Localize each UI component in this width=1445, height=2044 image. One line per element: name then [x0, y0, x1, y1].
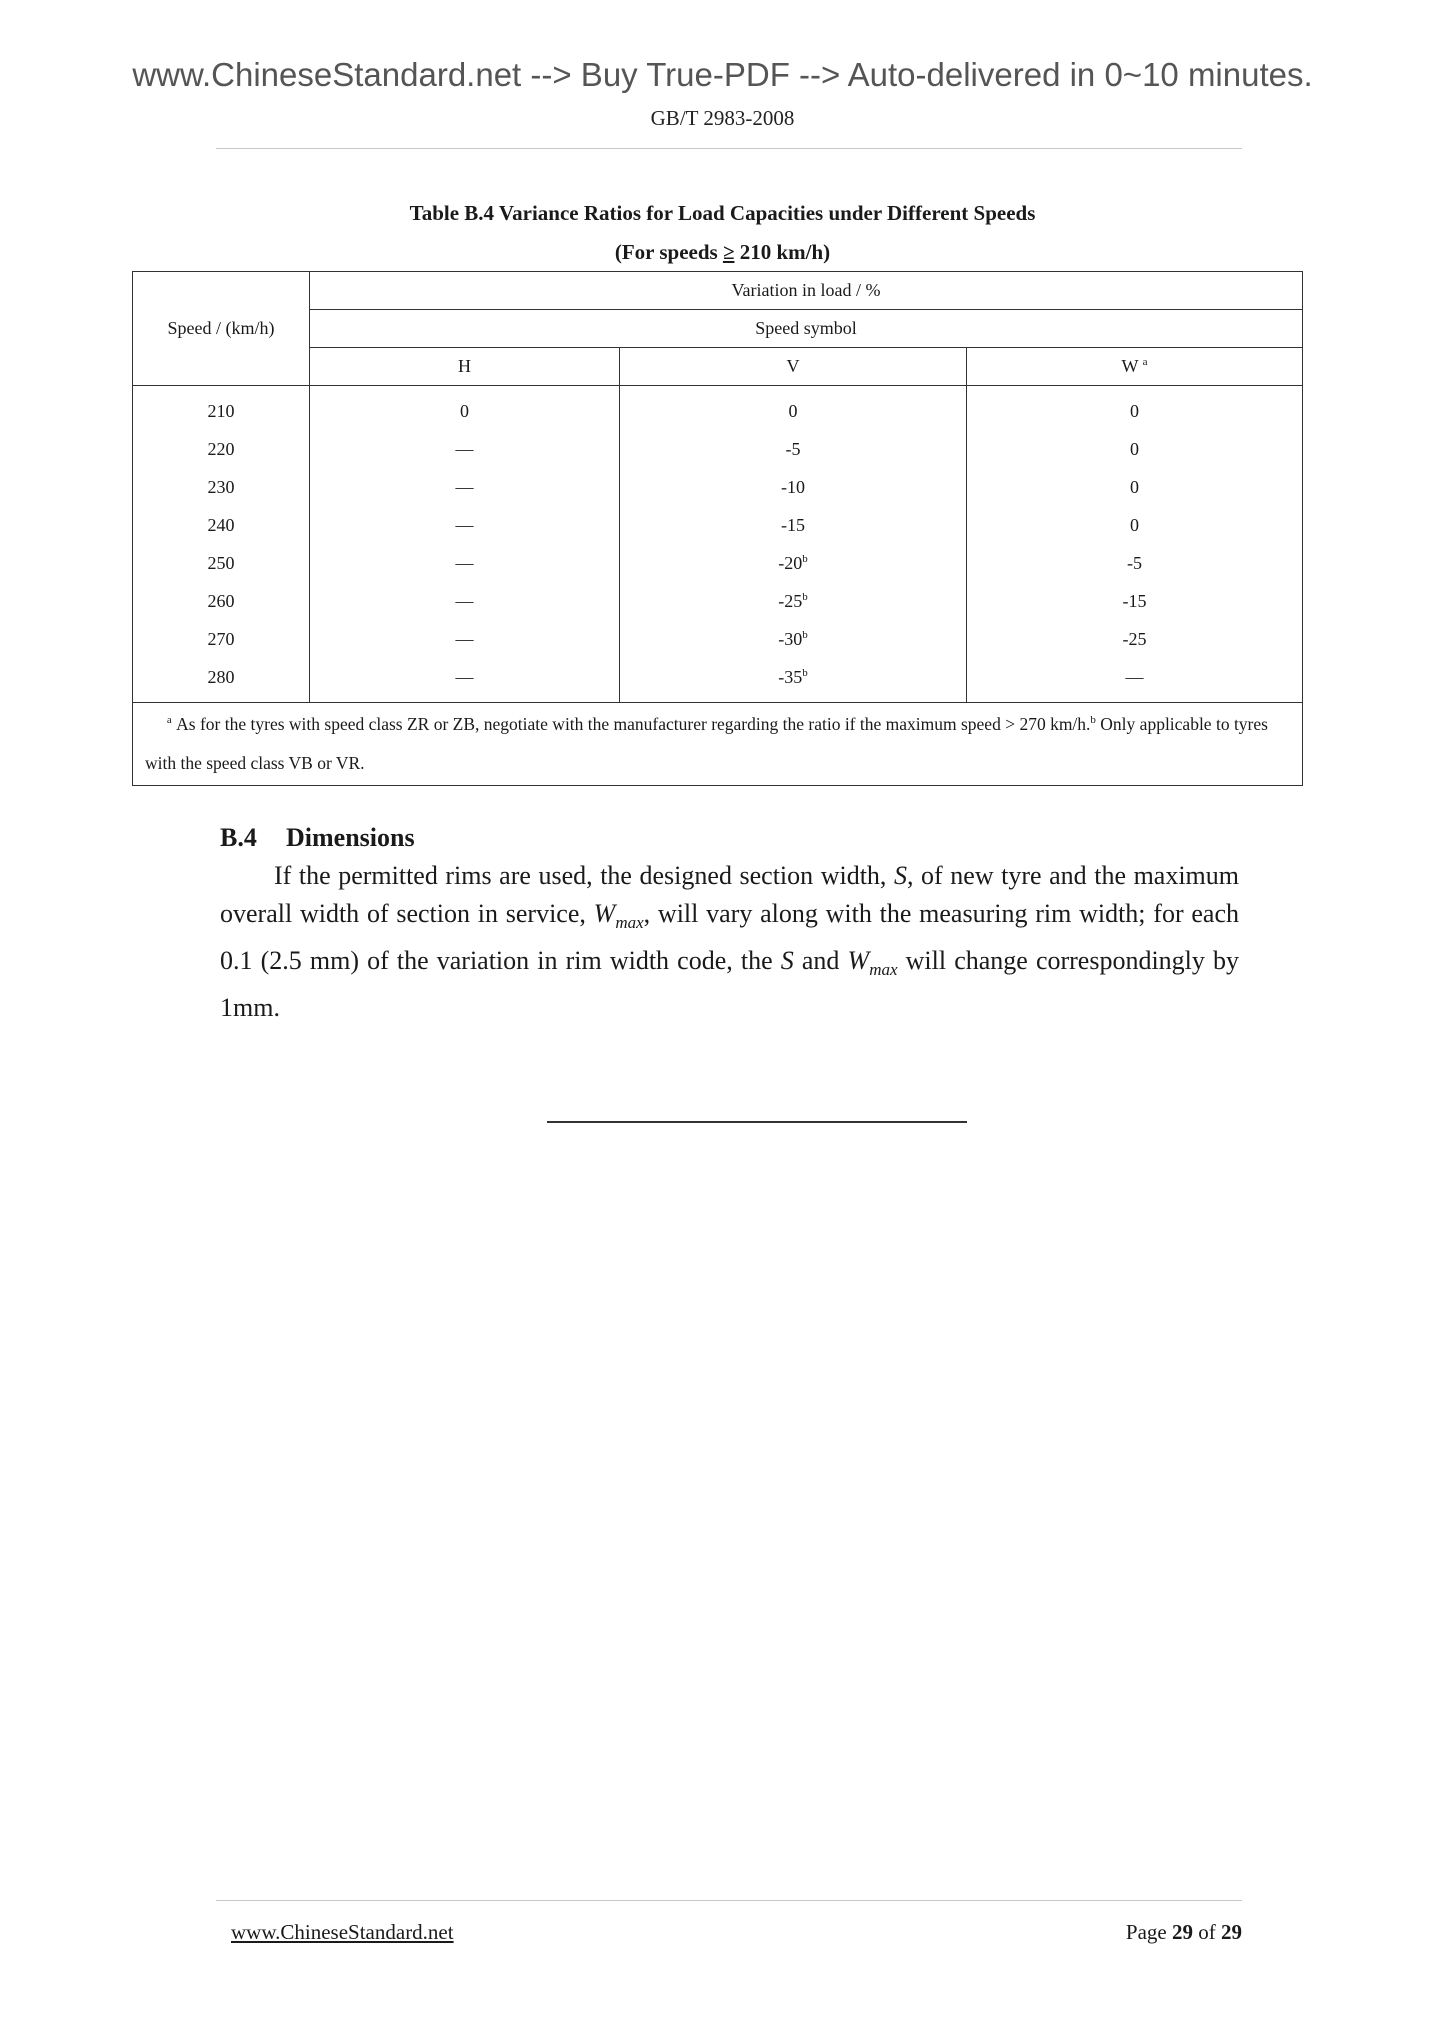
- speed-cell: 270: [133, 620, 310, 658]
- speed-cell: 210: [133, 386, 310, 431]
- footnote-mark-a: a: [1142, 356, 1148, 368]
- footnote-b-mark: b: [1090, 714, 1096, 727]
- table-title: Table B.4 Variance Ratios for Load Capacities under Different Speeds: [409, 201, 1036, 225]
- w-cell: 0: [967, 506, 1303, 544]
- speed-cell: 250: [133, 544, 310, 582]
- speed-cell: 220: [133, 430, 310, 468]
- v-cell: -35$^b$: [620, 658, 967, 703]
- h-cell: —: [310, 544, 620, 582]
- table-row: [133, 468, 1303, 506]
- v-cell: -15: [620, 506, 967, 544]
- variance-table: [132, 271, 1303, 786]
- v-cell: -10: [620, 468, 967, 506]
- subtitle-suffix: 210 km/h): [734, 240, 831, 264]
- footnote-a-text: As for the tyres with speed class ZR or ZB, negotiate with the manufacturer regarding the ratio if the maximum speed > 270 km/h.: [176, 714, 1091, 734]
- section-title: Dimensions: [286, 823, 415, 852]
- table-row: [133, 582, 1303, 620]
- v-cell: -30$^b$: [620, 620, 967, 658]
- end-rule: [547, 1121, 967, 1123]
- speed-symbol-header: Speed symbol: [310, 310, 1303, 348]
- h-cell: —: [310, 430, 620, 468]
- h-cell: —: [310, 468, 620, 506]
- h-cell: —: [310, 620, 620, 658]
- speed-column-header: Speed / (km/h): [133, 272, 310, 386]
- speed-cell: 230: [133, 468, 310, 506]
- w-cell: 0: [967, 430, 1303, 468]
- v-cell: -20$^b$: [620, 544, 967, 582]
- w-cell: 0: [967, 468, 1303, 506]
- v-cell: 0: [620, 386, 967, 431]
- symbol-v-header: V: [620, 348, 967, 386]
- section-heading: [220, 823, 415, 853]
- symbol-w-label: W: [1121, 356, 1139, 376]
- promo-banner[interactable]: www.ChineseStandard.net --> Buy True-PDF --> Auto-delivered in 0~10 minutes.: [132, 56, 1313, 93]
- table-row: [133, 506, 1303, 544]
- table-row: [133, 658, 1303, 703]
- footnote-a-mark: a: [166, 714, 172, 727]
- footer-site-link[interactable]: www.ChineseStandard.net: [231, 1920, 454, 1944]
- w-cell: -5: [967, 544, 1303, 582]
- dimensions-paragraph: If the permitted rims are used, the designed section width, S, of new tyre and the maximum overall width of section in service, $W_{max}$, will vary along with the measuring rim width; for each 0.1 (2.5 mm) of the variation in rim width code, the S and $W_{max}$ will change correspondingly by 1mm.: [220, 861, 1240, 1023]
- speed-cell: 240: [133, 506, 310, 544]
- footnote-b-text: Only applicable to tyres with the speed class VB or VR.: [145, 714, 1268, 773]
- ge-symbol: ≥: [722, 240, 735, 264]
- table-row: [133, 544, 1303, 582]
- variation-group-header: Variation in load / %: [310, 272, 1303, 310]
- table-row: [133, 430, 1303, 468]
- h-cell: —: [310, 506, 620, 544]
- h-cell: 0: [310, 386, 620, 431]
- table-subtitle: [0, 240, 1445, 265]
- w-cell: -25: [967, 620, 1303, 658]
- w-cell: -15: [967, 582, 1303, 620]
- table-row: [133, 620, 1303, 658]
- speed-cell: 260: [133, 582, 310, 620]
- v-cell: -5: [620, 430, 967, 468]
- header-rule: [216, 148, 1242, 149]
- h-cell: —: [310, 658, 620, 703]
- section-number: B.4: [220, 823, 257, 852]
- table-footnote: [133, 703, 1303, 786]
- speed-cell: 280: [133, 658, 310, 703]
- subtitle-prefix: (For speeds: [614, 240, 723, 264]
- h-cell: —: [310, 582, 620, 620]
- table-row: [133, 386, 1303, 431]
- page-number: Page 29 of 29: [1125, 1920, 1242, 1944]
- w-cell: 0: [967, 386, 1303, 431]
- symbol-h-header: H: [310, 348, 620, 386]
- standard-code: GB/T 2983-2008: [650, 106, 795, 130]
- symbol-w-header: [967, 348, 1303, 386]
- v-cell: -25$^b$: [620, 582, 967, 620]
- w-cell: —: [967, 658, 1303, 703]
- footer-rule: [216, 1900, 1242, 1901]
